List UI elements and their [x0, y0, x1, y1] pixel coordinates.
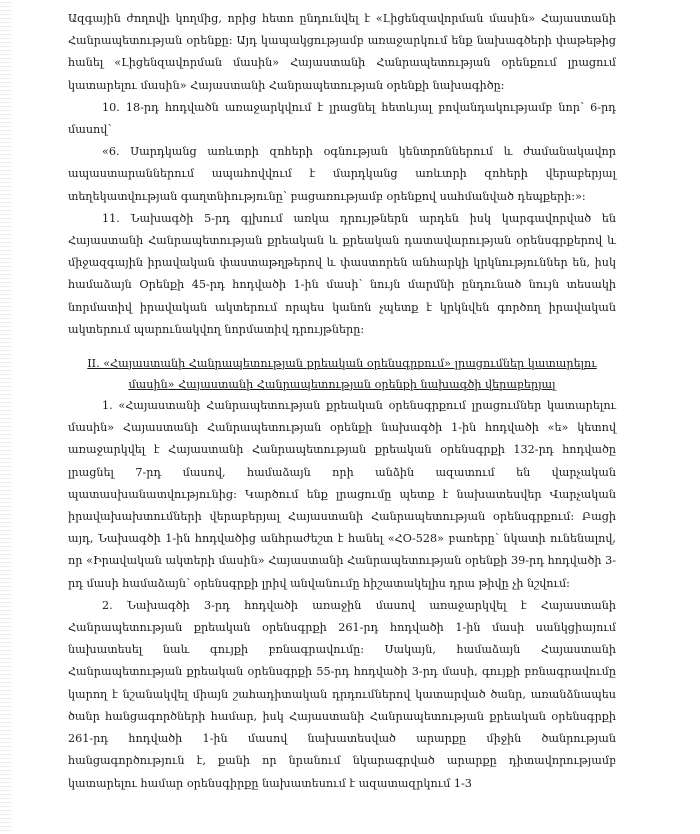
- paragraph: «6. Սարդկանց առևտրի զոհերի օգնության կենտրոններում և ժամանակավոր ապաստարաններում ապահովվում է մարդկանց առևտրի զոհերի վերաբերյալ տեղեկատվության գաղտնիությունը՝ բացառությամբ օրենքով սահմանված դեպքերի:»:: [68, 145, 616, 203]
- paragraph: 1. «Հայաստանի Հանրապետության քրեական օրենսգրքում լրացումներ կատարելու մասին» Հայաստանի Հանրապետության օրենքի նախագծի 1-ին հոդվածի «ե» կետով առաջարկվել է Հայաստանի Հանրապետության քրեական օրենսգրքի 132-րդ հոդվածը լրացնել 7-րդ մասով, համաձայն որի անձին ազատում են վարչական պատասխանատվությունից: Կարծում ենք լրացումը պետք է նախատեսվեր Վարչական իրավախախտումների վերաբերյալ Հայաստանի Հանրապետության օրենսգրքում: Բացի այդ, Նախագծի 1-ին հոդվածից անհրաժեշտ է հանել «ՀՕ-528» բառերը՝ նկատի ունենալով, որ «Իրավական ակտերի մասին» Հայաստանի Հանրապետության օրենքի 39-րդ հոդվածի 3-րդ մասի համաձայն՝ օրենսգրքի լրիվ անվանումը հիշատակելիս դրա թիվը չի նշվում:: [68, 399, 616, 590]
- paragraph: Ազգային ժողովի կողմից, որից հետո ընդունվել է «Լիցենզավորման մասին» Հայաստանի Հանրապետության օրենքը: Այդ կապակցությամբ առաջարկում ենք նախագծերի փաթեթից հանել «Լիցենզավորման մասին» Հայաստանի Հանրապետության օրենքում լրացում կատարելու մասին» Հայաստանի Հանրապետության օրենքի նախագիծը:: [68, 12, 616, 92]
- paragraph: 10. 18-րդ հոդվածն առաջարկվում է լրացնել հետևյալ բովանդակությամբ նոր՝ 6-րդ մասով՝: [68, 100, 616, 137]
- section-heading: II. «Հայաստանի Հանրապետության քրեական օրենսգրքում» լրացումներ կատարելու մասին» Հայաստանի Հանրապետության օրենքի նախագծի վերաբերյալ: [87, 357, 597, 392]
- scan-edge-noise: [0, 0, 12, 834]
- document-page: [68, 8, 616, 795]
- paragraph: 2. Նախագծի 3-րդ հոդվածի առաջին մասով առաջարկվել է Հայաստանի Հանրապետության քրեական օրենսգրքի 261-րդ հոդվածի 1-ին մասի սանկցիայում նախատեսել նաև գույքի բռնագրավումը: Սակայն, համաձայն Հայաստանի Հանրապետության քրեական օրենսգրքի 55-րդ հոդվածի 3-րդ մասի, գույքի բռնագրավումը կարող է նշանակվել միայն շահադիտական դրդումներով կատարված ծանր, առանձնապես ծանր հանցագործների համար, իսկ Հայաստանի Հանրապետության քրեական օրենսգրքի 261-րդ հոդվածի 1-ին մասով նախատեսված արարքը միջին ծանրության հանցագործություն է, քանի որ նրանում նկարագրված արարքը դիտավորությամբ կատարելու համար օրենսգիրքը նախատեսում է ազատազրկում 1-3: [68, 598, 616, 790]
- paragraph: 11. Նախագծի 5-րդ գլխում առկա դրույթներն արդեն իսկ կարգավորված են Հայաստանի Հանրապետության քրեական և քրեական դատավարության օրենսգրքերով և միջազգային իրավական փաստաթղթերով և փաստորեն անհարկի կրկնություններ են, իսկ համաձայն Օրենքի 45-րդ հոդվածի 1-ին մասի՝ նույն մարմնի ընդունած նույն տեսակի նորմատիվ իրավական ակտերում որպես կանոն չպետք է կրկնվեն գործող իրավական ակտերում պարունակվող նորմատիվ դրույթները:: [68, 211, 616, 336]
